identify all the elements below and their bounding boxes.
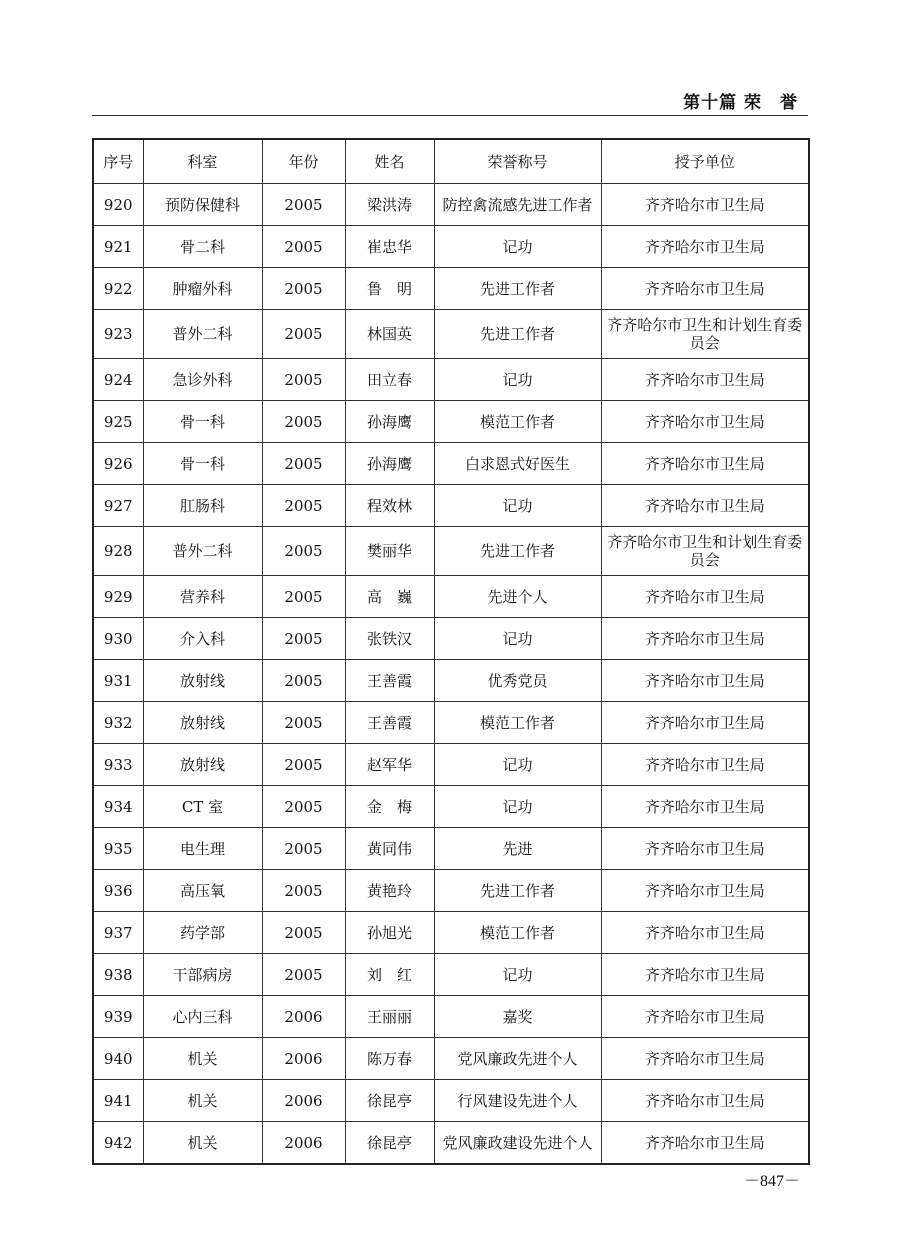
table-row (93, 1122, 809, 1165)
col-awarding-unit-cell: 齐齐哈尔市卫生局 (601, 618, 809, 660)
table-row (93, 1038, 809, 1080)
col-name-header: 姓名 (345, 139, 434, 184)
col-name-cell: 王善霞 (345, 702, 434, 744)
col-department-cell: 骨一科 (143, 401, 262, 443)
col-number-cell: 939 (93, 996, 143, 1038)
col-number-cell: 936 (93, 870, 143, 912)
col-number-cell: 926 (93, 443, 143, 485)
col-name-cell: 高 巍 (345, 576, 434, 618)
section-title: 第十篇 荣 誉 (683, 93, 798, 113)
col-awarding-unit-cell: 齐齐哈尔市卫生局 (601, 576, 809, 618)
table-row (93, 786, 809, 828)
table-row (93, 744, 809, 786)
table-row (93, 443, 809, 485)
col-awarding-unit-cell: 齐齐哈尔市卫生局 (601, 744, 809, 786)
col-honor-title-cell: 嘉奖 (434, 996, 601, 1038)
col-department-cell: 普外二科 (143, 527, 262, 576)
col-year-cell: 2005 (262, 870, 345, 912)
table-row (93, 359, 809, 401)
col-department-cell: 肿瘤外科 (143, 268, 262, 310)
col-honor-title-cell: 先进 (434, 828, 601, 870)
col-name-cell: 崔忠华 (345, 226, 434, 268)
table-row (93, 485, 809, 527)
col-year-cell: 2005 (262, 359, 345, 401)
col-honor-title-cell: 模范工作者 (434, 912, 601, 954)
page-number: －847－ (744, 1173, 801, 1190)
col-awarding-unit-cell: 齐齐哈尔市卫生局 (601, 359, 809, 401)
col-awarding-unit-cell: 齐齐哈尔市卫生局 (601, 912, 809, 954)
col-awarding-unit-cell: 齐齐哈尔市卫生局 (601, 996, 809, 1038)
col-department-cell: 机关 (143, 1038, 262, 1080)
col-year-cell: 2005 (262, 786, 345, 828)
col-awarding-unit-cell: 齐齐哈尔市卫生和计划生育委员会 (601, 310, 809, 359)
col-year-cell: 2006 (262, 1080, 345, 1122)
col-number-cell: 932 (93, 702, 143, 744)
col-department-cell: 干部病房 (143, 954, 262, 996)
col-awarding-unit-cell: 齐齐哈尔市卫生局 (601, 401, 809, 443)
col-year-header: 年份 (262, 139, 345, 184)
col-awarding-unit-cell: 齐齐哈尔市卫生局 (601, 954, 809, 996)
col-number-cell: 934 (93, 786, 143, 828)
table-row (93, 268, 809, 310)
col-year-cell: 2005 (262, 912, 345, 954)
table-row (93, 996, 809, 1038)
table-row (93, 401, 809, 443)
col-awarding-unit-cell: 齐齐哈尔市卫生局 (601, 1038, 809, 1080)
col-honor-title-cell: 记功 (434, 618, 601, 660)
col-year-cell: 2005 (262, 226, 345, 268)
col-name-cell: 程效林 (345, 485, 434, 527)
col-number-cell: 942 (93, 1122, 143, 1165)
col-number-cell: 930 (93, 618, 143, 660)
col-awarding-unit-header: 授予单位 (601, 139, 809, 184)
col-year-cell: 2005 (262, 660, 345, 702)
col-department-cell: 急诊外科 (143, 359, 262, 401)
col-year-cell: 2005 (262, 576, 345, 618)
col-number-cell: 922 (93, 268, 143, 310)
col-honor-title-cell: 记功 (434, 786, 601, 828)
table-row (93, 870, 809, 912)
col-name-cell: 陈万春 (345, 1038, 434, 1080)
col-name-cell: 金 梅 (345, 786, 434, 828)
col-honor-title-cell: 先进工作者 (434, 310, 601, 359)
table-header-row (93, 139, 809, 184)
col-awarding-unit-cell: 齐齐哈尔市卫生局 (601, 660, 809, 702)
col-name-cell: 王善霞 (345, 660, 434, 702)
col-department-cell: CT 室 (143, 786, 262, 828)
col-number-cell: 920 (93, 184, 143, 226)
col-department-cell: 机关 (143, 1080, 262, 1122)
col-number-cell: 941 (93, 1080, 143, 1122)
col-awarding-unit-cell: 齐齐哈尔市卫生局 (601, 702, 809, 744)
col-department-cell: 药学部 (143, 912, 262, 954)
col-honor-title-cell: 模范工作者 (434, 702, 601, 744)
col-department-cell: 普外二科 (143, 310, 262, 359)
col-year-cell: 2006 (262, 1122, 345, 1165)
col-department-cell: 电生理 (143, 828, 262, 870)
col-awarding-unit-cell: 齐齐哈尔市卫生局 (601, 268, 809, 310)
col-honor-title-cell: 记功 (434, 485, 601, 527)
table-row (93, 576, 809, 618)
col-honor-title-cell: 记功 (434, 954, 601, 996)
col-awarding-unit-cell: 齐齐哈尔市卫生局 (601, 828, 809, 870)
col-number-cell: 927 (93, 485, 143, 527)
col-honor-title-header: 荣誉称号 (434, 139, 601, 184)
col-number-cell: 928 (93, 527, 143, 576)
col-number-cell: 933 (93, 744, 143, 786)
col-number-header: 序号 (93, 139, 143, 184)
col-year-cell: 2005 (262, 618, 345, 660)
col-honor-title-cell: 模范工作者 (434, 401, 601, 443)
col-number-cell: 923 (93, 310, 143, 359)
col-awarding-unit-cell: 齐齐哈尔市卫生局 (601, 184, 809, 226)
col-number-cell: 929 (93, 576, 143, 618)
col-number-cell: 935 (93, 828, 143, 870)
col-honor-title-cell: 先进个人 (434, 576, 601, 618)
col-year-cell: 2005 (262, 954, 345, 996)
col-name-cell: 赵军华 (345, 744, 434, 786)
table-row (93, 184, 809, 226)
col-department-cell: 放射线 (143, 744, 262, 786)
col-name-cell: 梁洪涛 (345, 184, 434, 226)
col-number-cell: 924 (93, 359, 143, 401)
col-name-cell: 黄艳玲 (345, 870, 434, 912)
col-name-cell: 田立春 (345, 359, 434, 401)
col-year-cell: 2005 (262, 401, 345, 443)
col-name-cell: 黄同伟 (345, 828, 434, 870)
col-year-cell: 2005 (262, 443, 345, 485)
col-department-cell: 骨二科 (143, 226, 262, 268)
col-number-cell: 925 (93, 401, 143, 443)
table-row (93, 912, 809, 954)
col-honor-title-cell: 记功 (434, 744, 601, 786)
col-name-cell: 徐昆亭 (345, 1080, 434, 1122)
col-year-cell: 2005 (262, 485, 345, 527)
table-body (93, 184, 809, 1165)
col-department-header: 科室 (143, 139, 262, 184)
col-awarding-unit-cell: 齐齐哈尔市卫生局 (601, 786, 809, 828)
col-awarding-unit-cell: 齐齐哈尔市卫生和计划生育委员会 (601, 527, 809, 576)
col-honor-title-cell: 先进工作者 (434, 870, 601, 912)
col-awarding-unit-cell: 齐齐哈尔市卫生局 (601, 443, 809, 485)
col-honor-title-cell: 先进工作者 (434, 268, 601, 310)
col-honor-title-cell: 行风建设先进个人 (434, 1080, 601, 1122)
col-name-cell: 孙海鹰 (345, 443, 434, 485)
honor-table (92, 138, 810, 1165)
col-number-cell: 937 (93, 912, 143, 954)
col-name-cell: 林国英 (345, 310, 434, 359)
col-department-cell: 机关 (143, 1122, 262, 1165)
col-honor-title-cell: 党风廉政建设先进个人 (434, 1122, 601, 1165)
table-row (93, 618, 809, 660)
col-number-cell: 931 (93, 660, 143, 702)
table-row (93, 828, 809, 870)
col-honor-title-cell: 党风廉政先进个人 (434, 1038, 601, 1080)
col-department-cell: 介入科 (143, 618, 262, 660)
col-honor-title-cell: 白求恩式好医生 (434, 443, 601, 485)
col-awarding-unit-cell: 齐齐哈尔市卫生局 (601, 870, 809, 912)
col-honor-title-cell: 先进工作者 (434, 527, 601, 576)
header-rule (92, 115, 808, 116)
table-row (93, 527, 809, 576)
page-header (92, 88, 808, 118)
col-honor-title-cell: 防控禽流感先进工作者 (434, 184, 601, 226)
col-number-cell: 938 (93, 954, 143, 996)
table-row (93, 226, 809, 268)
col-year-cell: 2005 (262, 527, 345, 576)
col-department-cell: 放射线 (143, 702, 262, 744)
col-awarding-unit-cell: 齐齐哈尔市卫生局 (601, 1080, 809, 1122)
col-awarding-unit-cell: 齐齐哈尔市卫生局 (601, 226, 809, 268)
table-row (93, 310, 809, 359)
col-department-cell: 高压氧 (143, 870, 262, 912)
col-department-cell: 放射线 (143, 660, 262, 702)
col-department-cell: 肛肠科 (143, 485, 262, 527)
col-year-cell: 2005 (262, 184, 345, 226)
col-name-cell: 樊丽华 (345, 527, 434, 576)
col-name-cell: 孙海鹰 (345, 401, 434, 443)
col-number-cell: 921 (93, 226, 143, 268)
col-awarding-unit-cell: 齐齐哈尔市卫生局 (601, 485, 809, 527)
col-honor-title-cell: 记功 (434, 226, 601, 268)
col-year-cell: 2005 (262, 268, 345, 310)
col-number-cell: 940 (93, 1038, 143, 1080)
col-name-cell: 王丽丽 (345, 996, 434, 1038)
col-department-cell: 营养科 (143, 576, 262, 618)
col-department-cell: 预防保健科 (143, 184, 262, 226)
col-year-cell: 2005 (262, 310, 345, 359)
col-honor-title-cell: 优秀党员 (434, 660, 601, 702)
col-year-cell: 2005 (262, 828, 345, 870)
table-row (93, 702, 809, 744)
col-name-cell: 徐昆亭 (345, 1122, 434, 1165)
table-row (93, 1080, 809, 1122)
col-year-cell: 2006 (262, 996, 345, 1038)
col-year-cell: 2005 (262, 702, 345, 744)
table-row (93, 954, 809, 996)
col-awarding-unit-cell: 齐齐哈尔市卫生局 (601, 1122, 809, 1165)
col-department-cell: 心内三科 (143, 996, 262, 1038)
col-name-cell: 鲁 明 (345, 268, 434, 310)
col-name-cell: 刘 红 (345, 954, 434, 996)
col-name-cell: 张铁汉 (345, 618, 434, 660)
col-honor-title-cell: 记功 (434, 359, 601, 401)
table-row (93, 660, 809, 702)
col-department-cell: 骨一科 (143, 443, 262, 485)
col-year-cell: 2005 (262, 744, 345, 786)
col-name-cell: 孙旭光 (345, 912, 434, 954)
col-year-cell: 2006 (262, 1038, 345, 1080)
